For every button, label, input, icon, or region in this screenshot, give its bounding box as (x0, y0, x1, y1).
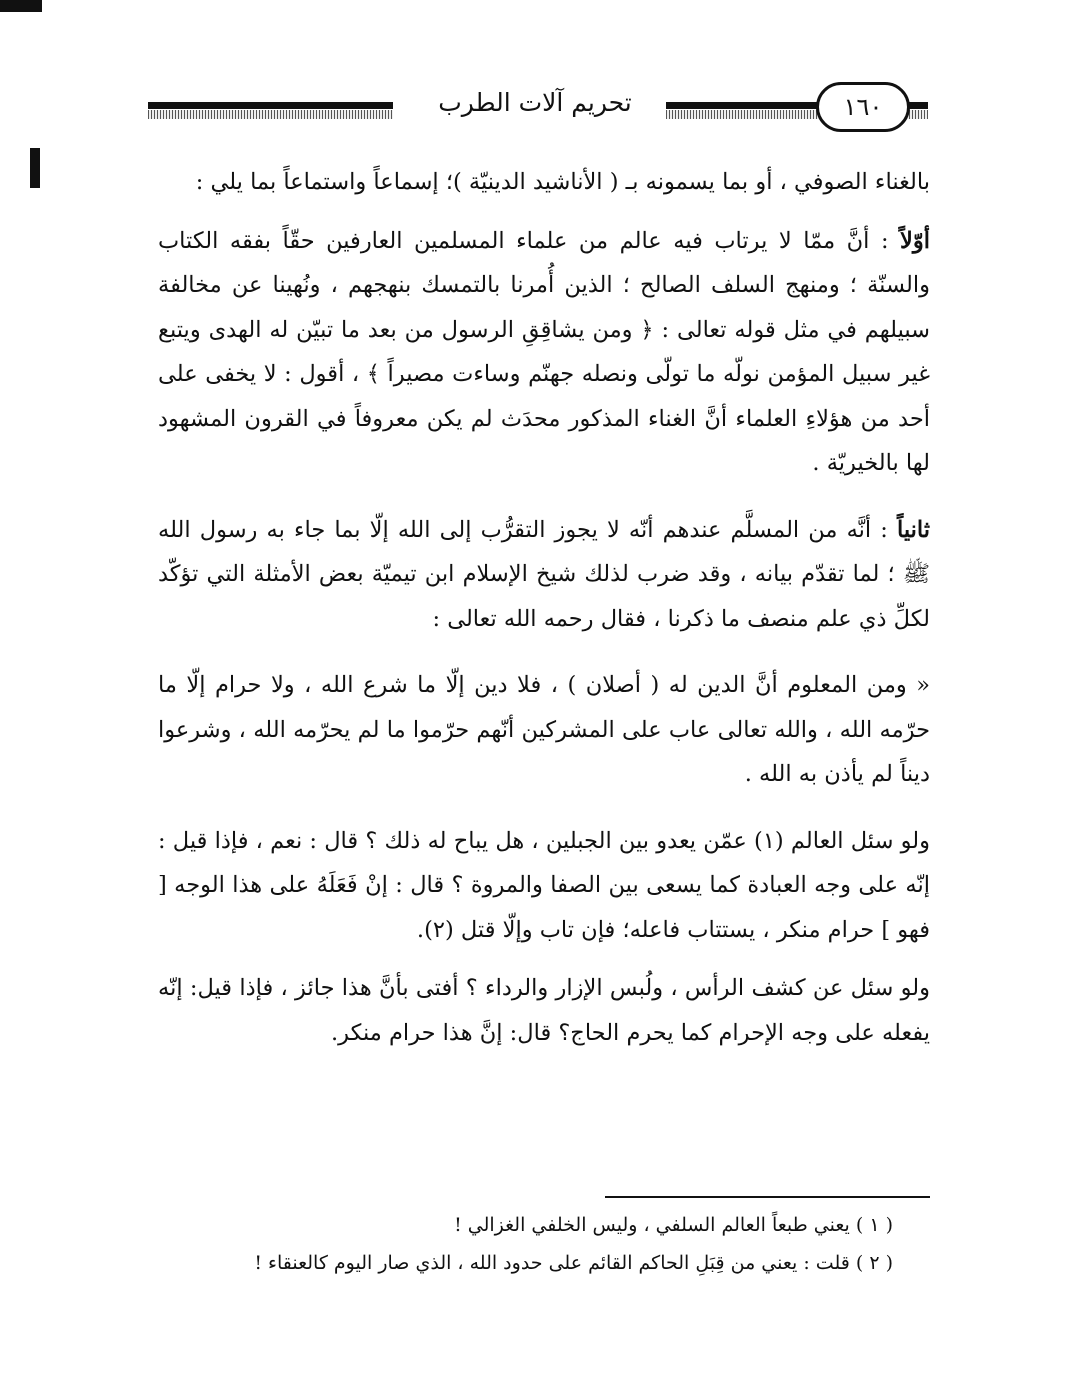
paragraph-scholar-question: ولو سئل العالم (١) عمّن يعدو بين الجبلين ، هل يباح له ذلك ؟ قال : نعم ، فإذا قيل : إنّه على وجه العبادة كما يسعى بين الصفا والمروة ؟ قال : إنْ فَعَلَهُ على هذا الوجه [ فهو ] حرام منكر ، يستتاب فاعله؛ فإن تاب وإلّا قتل (٢). (158, 827, 930, 943)
second-point-lead: ثانياً (896, 516, 930, 543)
book-title: تحريم آلات الطرب (438, 88, 632, 117)
second-point-text: : أنَّه من المسلَّم عندهم أنّه لا يجوز التقرُّب إلى الله إلّا بما جاء به رسول الله ﷺ ؛ لما تقدّم بيانه ، وقد ضرب لذلك شيخ الإسلام ابن تيميّة بعض الأمثلة التي تؤكّد لكلِّ ذي علم منصف ما ذكرنا ، فقال رحمه الله تعالى : (158, 516, 930, 632)
footnotes (158, 1206, 893, 1282)
body-text (158, 160, 930, 1055)
paragraph-first-point (158, 219, 930, 486)
margin-bar-mark (30, 148, 40, 188)
paragraph-ihram-question: ولو سئل عن كشف الرأس ، ولُبس الإزار والرداء ؟ أفتى بأنَّ هذا جائز ، فإذا قيل: إنّه يفعله على وجه الإحرام كما يحرم الحاج؟ قال: إنَّ هذا حرام منكر. (158, 975, 930, 1046)
footnote-2: ( ٢ ) قلت : يعني من قِبَلِ الحاكم القائم على حدود الله ، الذي صار اليوم كالعنقاء ! (254, 1252, 893, 1274)
first-point-lead: أوّلاً (900, 227, 930, 254)
scan-corner-mark (0, 0, 42, 12)
paragraph-intro: بالغناء الصوفي ، أو بما يسمونه بـ ( الأناشيد الدينيّة )؛ إسماعاً واستماعاً بما يلي : (195, 169, 930, 195)
first-point-text: : أنَّ ممّا لا يرتاب فيه عالم من علماء المسلمين العارفين حقّاً بفقه الكتاب والسنّة ؛ ومنهج السلف الصالح ؛ الذين أُمرنا بالتمسك بنهجهم ، ونُهينا عن مخالفة سبيلهم في مثل قوله تعالى : ﴿ ومن يشاقِقِ الرسول من بعد ما تبيّن له الهدى ويتبع غير سبيل المؤمن نولّه ما تولّى ونصله جهنّم وساءت مصيراً ﴾ ، أقول : لا يخفى على أحد من هؤلاءِ العلماء أنَّ الغناء المذكور محدَث لم يكن معروفاً في القرون المشهود لها بالخيريّة . (158, 227, 930, 476)
paragraph-quote: « ومن المعلوم أنَّ الدين له ( أصلان ) ، فلا دين إلّا ما شرع الله ، ولا حرام إلّا ما حرّمه الله ، والله تعالى عاب على المشركين أنّهم حرّموا ما لم يحرّمه الله ، وشرعوا ديناً لم يأذن به الله . (158, 672, 930, 787)
page-number: ١٦٠ (816, 82, 910, 132)
footnote-1: ( ١ ) يعني طبعاً العالم السلفي ، وليس الخلفي الغزالي ! (454, 1214, 893, 1236)
footnote-separator (605, 1196, 930, 1198)
page-header (148, 82, 928, 140)
header-rule-left (148, 102, 393, 120)
paragraph-second-point (158, 508, 930, 642)
